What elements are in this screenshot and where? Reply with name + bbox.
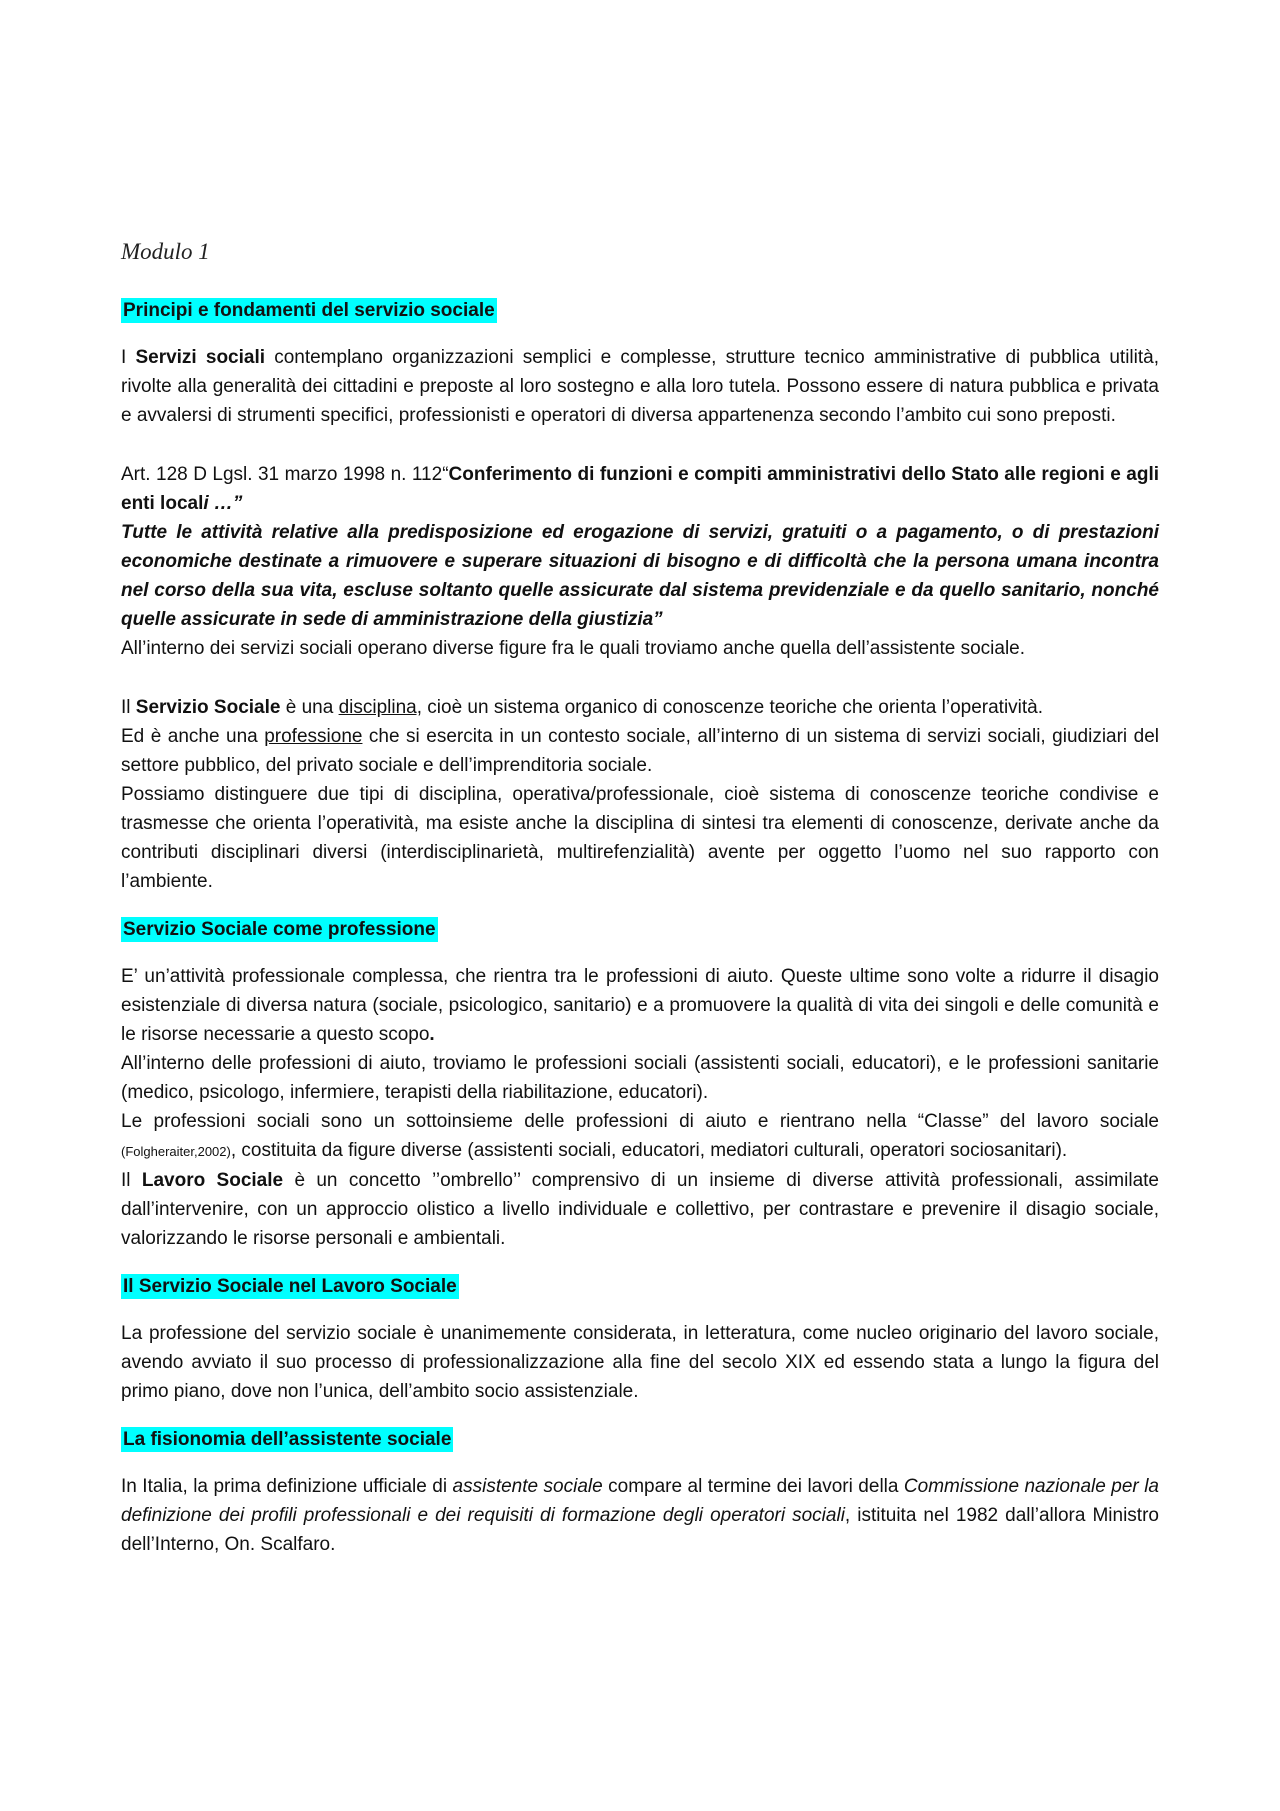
paragraph-lavoro-sociale: Il Lavoro Sociale è un concetto ’’ombrello’’ comprensivo di un insieme di diverse attività professionali, assimilate dall’intervenire, con un approccio olistico a livello individuale e collettivo, per contrastare e prevenire il disagio sociale, valorizzando le risorse personali e ambientali. [121,1170,1159,1249]
section-heading-lavoro-sociale: Il Servizio Sociale nel Lavoro Sociale [123,1276,457,1297]
citation: (Folgheraiter,2002) [121,1144,231,1159]
paragraph-art-128: Art. 128 D Lgsl. 31 marzo 1998 n. 112“Conferimento di funzioni e compiti amministrativi dello Stato alle regioni e agli enti locali …” [121,464,1160,514]
paragraph-professioni-aiuto: All’interno delle professioni di aiuto, troviamo le professioni sociali (assistenti sociali, educatori), e le professioni sanitarie (medico, psicologo, infermiere, terapisti della riabilitazione, educatori). [121,1053,1159,1103]
section-heading-fisionomia: La fisionomia dell’assistente sociale [123,1429,452,1450]
section-heading-principi: Principi e fondamenti del servizio sociale [123,300,495,321]
paragraph-attivita-professionale: E’ un’attività professionale complessa, che rientra tra le professioni di aiuto. Queste ultime sono volte a ridurre il disagio esistenziale di diversa natura (sociale, psicologico, sanitario) e a promuovere la qualità di vita dei singoli e delle comunità e le risorse necessarie a questo scopo. [121,966,1159,1045]
paragraph-professione: Ed è anche una professione che si esercita in un contesto sociale, all’interno di un sistema di servizi sociali, giudiziari del settore pubblico, del privato sociale e dell’imprenditoria sociale. [121,726,1159,776]
paragraph-servizi-sociali: I Servizi sociali contemplano organizzazioni semplici e complesse, strutture tecnico amministrative di pubblica utilità, rivolte alla generalità dei cittadini e preposte al loro sostegno e alla loro tutela. Possono essere di natura pubblica e privata e avvalersi di strumenti specifici, professionisti e operatori di diversa appartenenza secondo l’ambito cui sono preposti. [121,347,1159,426]
paragraph-definizione-ufficiale: In Italia, la prima definizione ufficiale di assistente sociale compare al termine dei lavori della Commissione nazionale per la definizione dei profili professionali e dei requisiti di formazione degli operatori sociali, istituita nel 1982 dall’allora Ministro dell’Interno, On. Scalfaro. [121,1476,1159,1555]
paragraph-professioni-sociali: Le professioni sociali sono un sottoinsieme delle professioni di aiuto e rientrano nella “Classe” del lavoro sociale (Folgheraiter,2002), costituita da figure diverse (assistenti sociali, educatori, mediatori culturali, operatori sociosanitari). [121,1111,1159,1161]
paragraph-figure-assistente: All’interno dei servizi sociali operano diverse figure fra le quali troviamo anche quella dell’assistente sociale. [121,638,1026,659]
paragraph-servizio-sociale-disciplina: Il Servizio Sociale è una disciplina, cioè un sistema organico di conoscenze teoriche che orienta l’operatività. [121,697,1044,718]
module-title: Modulo 1 [121,239,210,264]
paragraph-due-tipi-disciplina: Possiamo distinguere due tipi di disciplina, operativa/professionale, cioè sistema di conoscenze teoriche condivise e trasmesse che orienta l’operatività, ma esiste anche la disciplina di sintesi tra elementi di conoscenze, derivate anche da contributi disciplinari diversi (interdisciplinarietà, multirefenzialità) avente per oggetto l’uomo nel suo rapporto con l’ambiente. [121,784,1159,892]
section-heading-professione: Servizio Sociale come professione [123,919,436,940]
quote-art-128: Tutte le attività relative alla predisposizione ed erogazione di servizi, gratuiti o a pagamento, o di prestazioni economiche destinate a rimuovere e superare situazioni di bisogno e di difficoltà che la persona umana incontra nel corso della sua vita, escluse soltanto quelle assicurate dal sistema previdenziale e da quello sanitario, nonché quelle assicurate in sede di amministrazione della giustizia” [121,522,1159,630]
paragraph-nucleo-originario: La professione del servizio sociale è unanimemente considerata, in letteratura, come nucleo originario del lavoro sociale, avendo avviato il suo processo di professionalizzazione alla fine del secolo XIX ed essendo stata a lungo la figura del primo piano, dove non l’unica, dell’ambito socio assistenziale. [121,1323,1159,1402]
